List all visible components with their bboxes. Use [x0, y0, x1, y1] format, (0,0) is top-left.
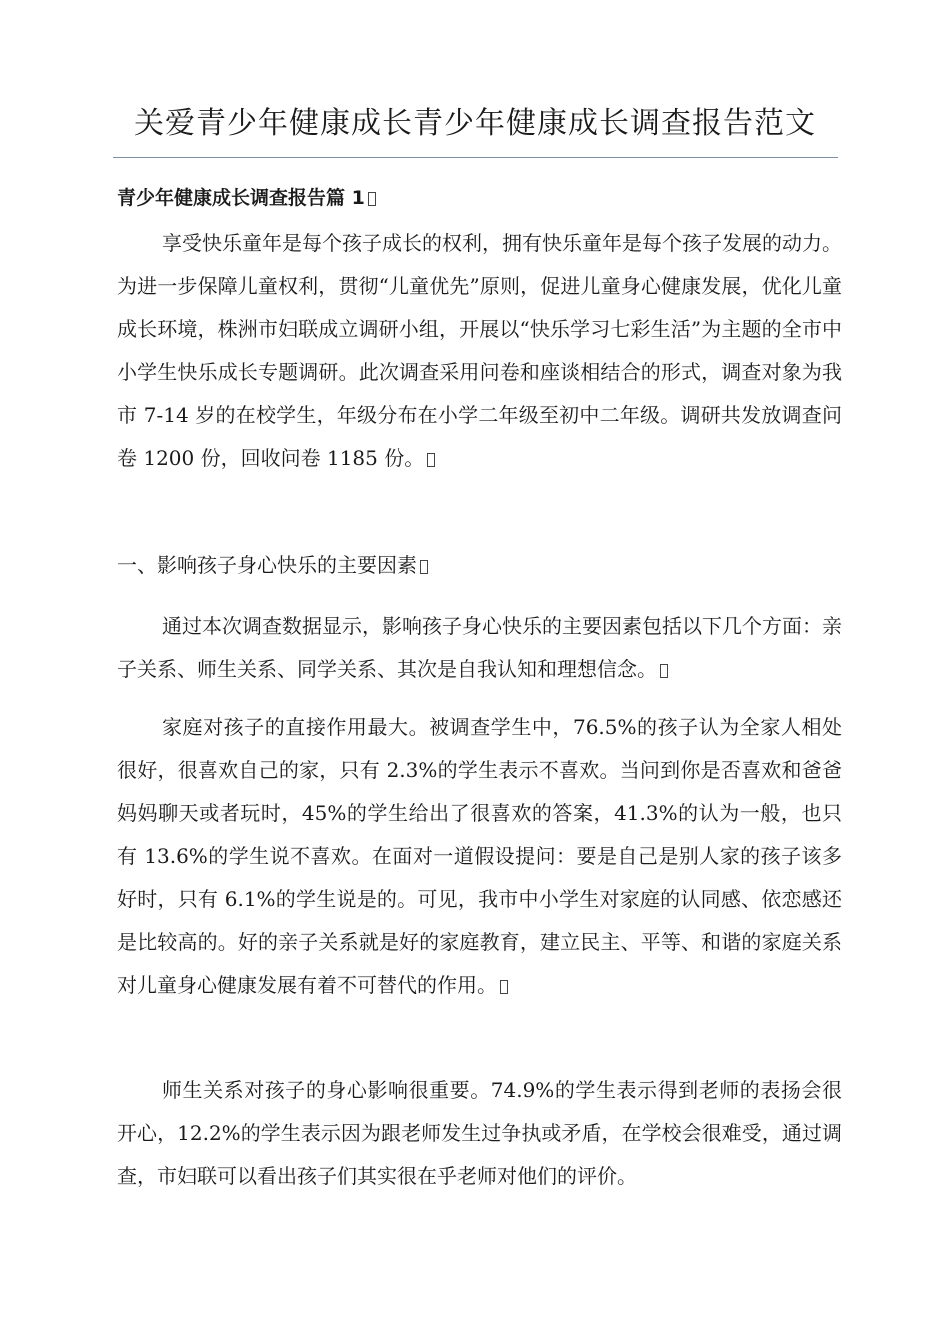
- subheading-factors: [117, 544, 842, 587]
- paragraph-mark-icon: [368, 192, 376, 206]
- paragraph-factors: [117, 605, 842, 691]
- paragraph-mark-icon: [660, 664, 668, 678]
- paragraph-teacher-text: 师生关系对孩子的身心影响很重要。74.9%的学生表示得到老师的表扬会很开心，12.2%的学生表示因为跟老师发生过争执或矛盾，在学校会很难受，通过调查，市妇联可以看出孩子们其实很在乎老师对他们的评价。: [117, 1078, 842, 1188]
- subheading-text: 一、影响孩子身心快乐的主要因素: [117, 553, 417, 577]
- paragraph-factors-text: 通过本次调查数据显示，影响孩子身心快乐的主要因素包括以下几个方面：亲子关系、师生关系、同学关系、其次是自我认知和理想信念。: [117, 614, 842, 681]
- section-heading: [117, 184, 837, 212]
- title-divider: [113, 157, 838, 158]
- paragraph-mark-icon: [420, 560, 428, 574]
- paragraph-mark-icon: [427, 453, 435, 467]
- paragraph-family: [117, 706, 842, 1007]
- document-title: 关爱青少年健康成长青少年健康成长调查报告范文: [134, 106, 816, 141]
- paragraph-mark-icon: [500, 980, 508, 994]
- paragraph-intro-text: 享受快乐童年是每个孩子成长的权利，拥有快乐童年是每个孩子发展的动力。为进一步保障儿童权利，贯彻“儿童优先”原则，促进儿童身心健康发展，优化儿童成长环境，株洲市妇联成立调研小组，开展以“快乐学习七彩生活”为主题的全市中小学生快乐成长专题调研。此次调查采用问卷和座谈相结合的形式，调查对象为我市 7-14 岁的在校学生，年级分布在小学二年级至初中二年级。调研共发放调查问卷 1200 份，回收问卷 1185 份。: [117, 231, 842, 470]
- paragraph-teacher: [117, 1069, 842, 1198]
- paragraph-family-text: 家庭对孩子的直接作用最大。被调查学生中，76.5%的孩子认为全家人相处很好，很喜欢自己的家，只有 2.3%的学生表示不喜欢。当问到你是否喜欢和爸爸妈妈聊天或者玩时，45%的学生给出了很喜欢的答案，41.3%的认为一般，也只有 13.6%的学生说不喜欢。在面对一道假设提问：要是自己是别人家的孩子该多好时，只有 6.1%的学生说是的。可见，我市中小学生对家庭的认同感、依恋感还是比较高的。好的亲子关系就是好的家庭教育，建立民主、平等、和谐的家庭关系对儿童身心健康发展有着不可替代的作用。: [117, 715, 842, 997]
- paragraph-intro: [117, 222, 842, 480]
- section-heading-text: 青少年健康成长调查报告篇 1: [117, 187, 365, 209]
